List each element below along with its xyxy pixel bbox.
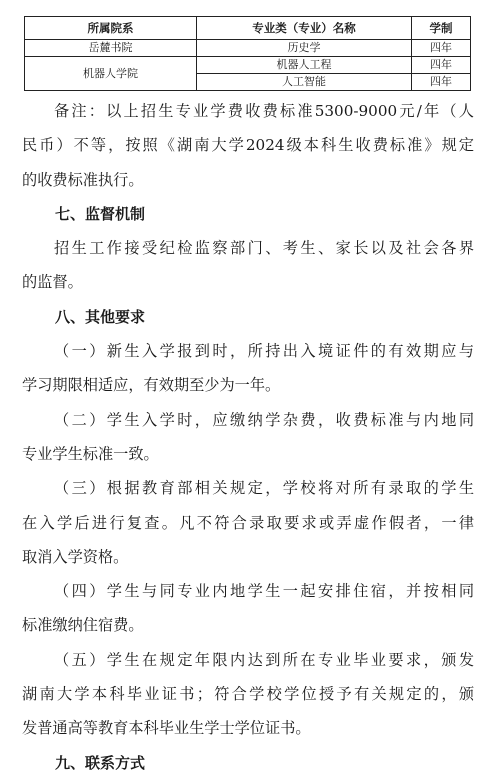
duration-cell: 四年 (412, 40, 471, 57)
department-cell: 机器人学院 (25, 57, 197, 91)
note-line: 的收费标准执行。 (22, 170, 144, 189)
section-heading-other-requirements: 八、其他要求 (55, 307, 146, 326)
paragraph-line: 的监督。 (22, 273, 83, 292)
department-cell: 岳麓书院 (25, 40, 197, 57)
table-row (25, 57, 471, 74)
section-heading-contact: 九、联系方式 (55, 753, 146, 772)
major-cell: 机器人工程 (197, 57, 412, 74)
paragraph-line: 取消入学资格。 (22, 547, 129, 566)
paragraph-line: （三）根据教育部相关规定，学校将对所有录取的学生 (54, 479, 474, 498)
table-header-row (25, 17, 471, 40)
duration-cell: 四年 (412, 57, 471, 74)
paragraph-line: 发普通高等教育本科毕业生学士学位证书。 (22, 719, 311, 738)
header-department: 所属院系 (25, 17, 197, 40)
document-body (22, 94, 474, 780)
paragraph-line: 学习期限相适应，有效期至少为一年。 (22, 376, 281, 395)
major-cell: 人工智能 (197, 74, 412, 91)
paragraph-line: 专业学生标准一致。 (22, 444, 159, 463)
note-line: 备注：以上招生专业学费收费标准5300-9000元/年（人 (54, 102, 474, 120)
paragraph-line: （五）学生在规定年限内达到所在专业毕业要求，颁发 (54, 650, 474, 669)
header-major-name: 专业类（专业）名称 (197, 17, 412, 40)
paragraph-line: 招生工作接受纪检监察部门、考生、家长以及社会各界 (54, 239, 474, 258)
major-cell: 历史学 (197, 40, 412, 57)
header-duration: 学制 (412, 17, 471, 40)
section-heading-supervision: 七、监督机制 (55, 204, 146, 223)
duration-cell: 四年 (412, 74, 471, 91)
table-row (25, 40, 471, 57)
note-line: 民币）不等，按照《湖南大学2024级本科生收费标准》规定 (22, 136, 474, 155)
majors-table-container (24, 16, 470, 91)
paragraph-line: （二）学生入学时，应缴纳学杂费，收费标准与内地同 (54, 410, 474, 429)
paragraph-line: （一）新生入学报到时，所持出入境证件的有效期应与 (54, 342, 474, 361)
majors-table (24, 16, 471, 91)
paragraph-line: 湖南大学本科毕业证书；符合学校学位授予有关规定的，颁 (22, 685, 474, 704)
paragraph-line: 标准缴纳住宿费。 (22, 616, 144, 635)
paragraph-line: （四）学生与同专业内地学生一起安排住宿，并按相同 (54, 582, 474, 601)
paragraph-line: 在入学后进行复查。凡不符合录取要求或弄虚作假者，一律 (22, 513, 474, 532)
